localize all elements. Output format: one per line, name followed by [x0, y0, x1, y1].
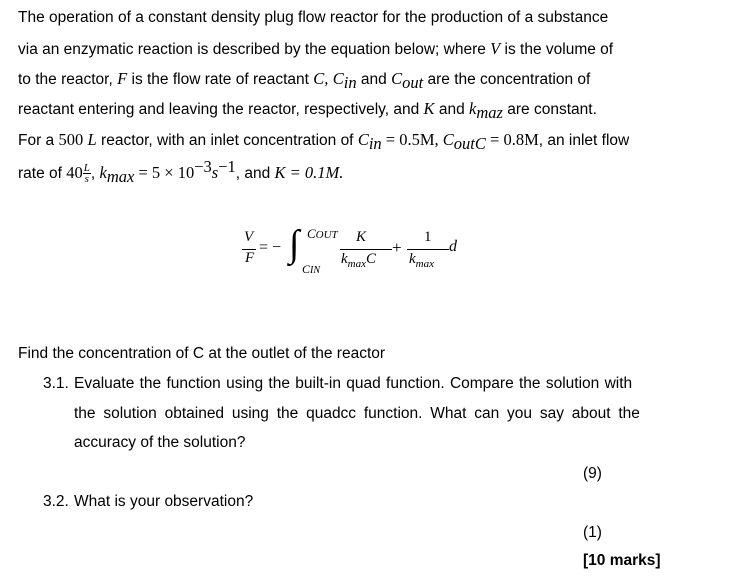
- intro-line-4: reactant entering and leaving the reactor, respectively, and K and $k_{maz}$ are constant.: [18, 99, 597, 123]
- intro-line-1: The operation of a constant density plug flow reactor for the production of a substance: [18, 9, 609, 26]
- eq-integral-sign: ∫: [289, 223, 300, 265]
- question-stem: Find the concentration of C at the outlet of the reactor: [18, 345, 386, 362]
- eq-equals: = −: [259, 239, 282, 256]
- q2-text: What is your observation?: [74, 493, 254, 510]
- eq-frac2-denominator: $k_{max}$: [409, 251, 434, 270]
- eq-frac1-bar: [340, 249, 392, 250]
- eq-lhs-numerator: V: [244, 229, 254, 245]
- q1-marks: (9): [583, 465, 602, 482]
- q1-line-2: the solution obtained using the quadcc function. What can you say about the: [74, 405, 640, 422]
- eq-lhs-denominator: F: [245, 250, 255, 266]
- eq-lower-limit: CIN: [302, 262, 321, 276]
- intro-line-6: rate of 40 $\frac{L}{s}$ , $k_{max} = 5 \times 10^{-3}s^{-1}$, and K = 0.1M.: [18, 156, 344, 187]
- intro-line-3: to the reactor, F is the flow rate of reactant C, $C_{in}$ and $C_{out}$ are the concentration of: [18, 69, 591, 93]
- q2-marks: (1): [583, 524, 602, 541]
- eq-frac1-denominator: $k_{max}C$: [341, 251, 377, 270]
- q2-number: 3.2.: [43, 493, 69, 510]
- q1-line-3: accuracy of the solution?: [74, 434, 246, 451]
- eq-plus: +: [392, 238, 402, 257]
- eq-frac2-bar: [407, 249, 449, 250]
- flow-unit-fraction: $\frac{L}{s}$: [83, 162, 90, 186]
- q1-number: 3.1.: [43, 375, 69, 392]
- eq-frac1-numerator: K: [356, 229, 367, 245]
- eq-frac2-numerator: 1: [424, 229, 432, 245]
- eq-upper-limit: COUT: [307, 226, 338, 241]
- intro-line-5: For a 500 L reactor, with an inlet concentration of $C_{in} = 0.5M$, $C_{outC} = 0.8M$, an inlet flow: [18, 130, 630, 154]
- total-marks: [10 marks]: [583, 552, 661, 569]
- intro-line-2: via an enzymatic reaction is described by the equation below; where V is the volume of: [18, 39, 614, 58]
- q1-line-1: Evaluate the function using the built-in quad function. Compare the solution with: [74, 375, 633, 392]
- eq-differential: d: [449, 238, 457, 255]
